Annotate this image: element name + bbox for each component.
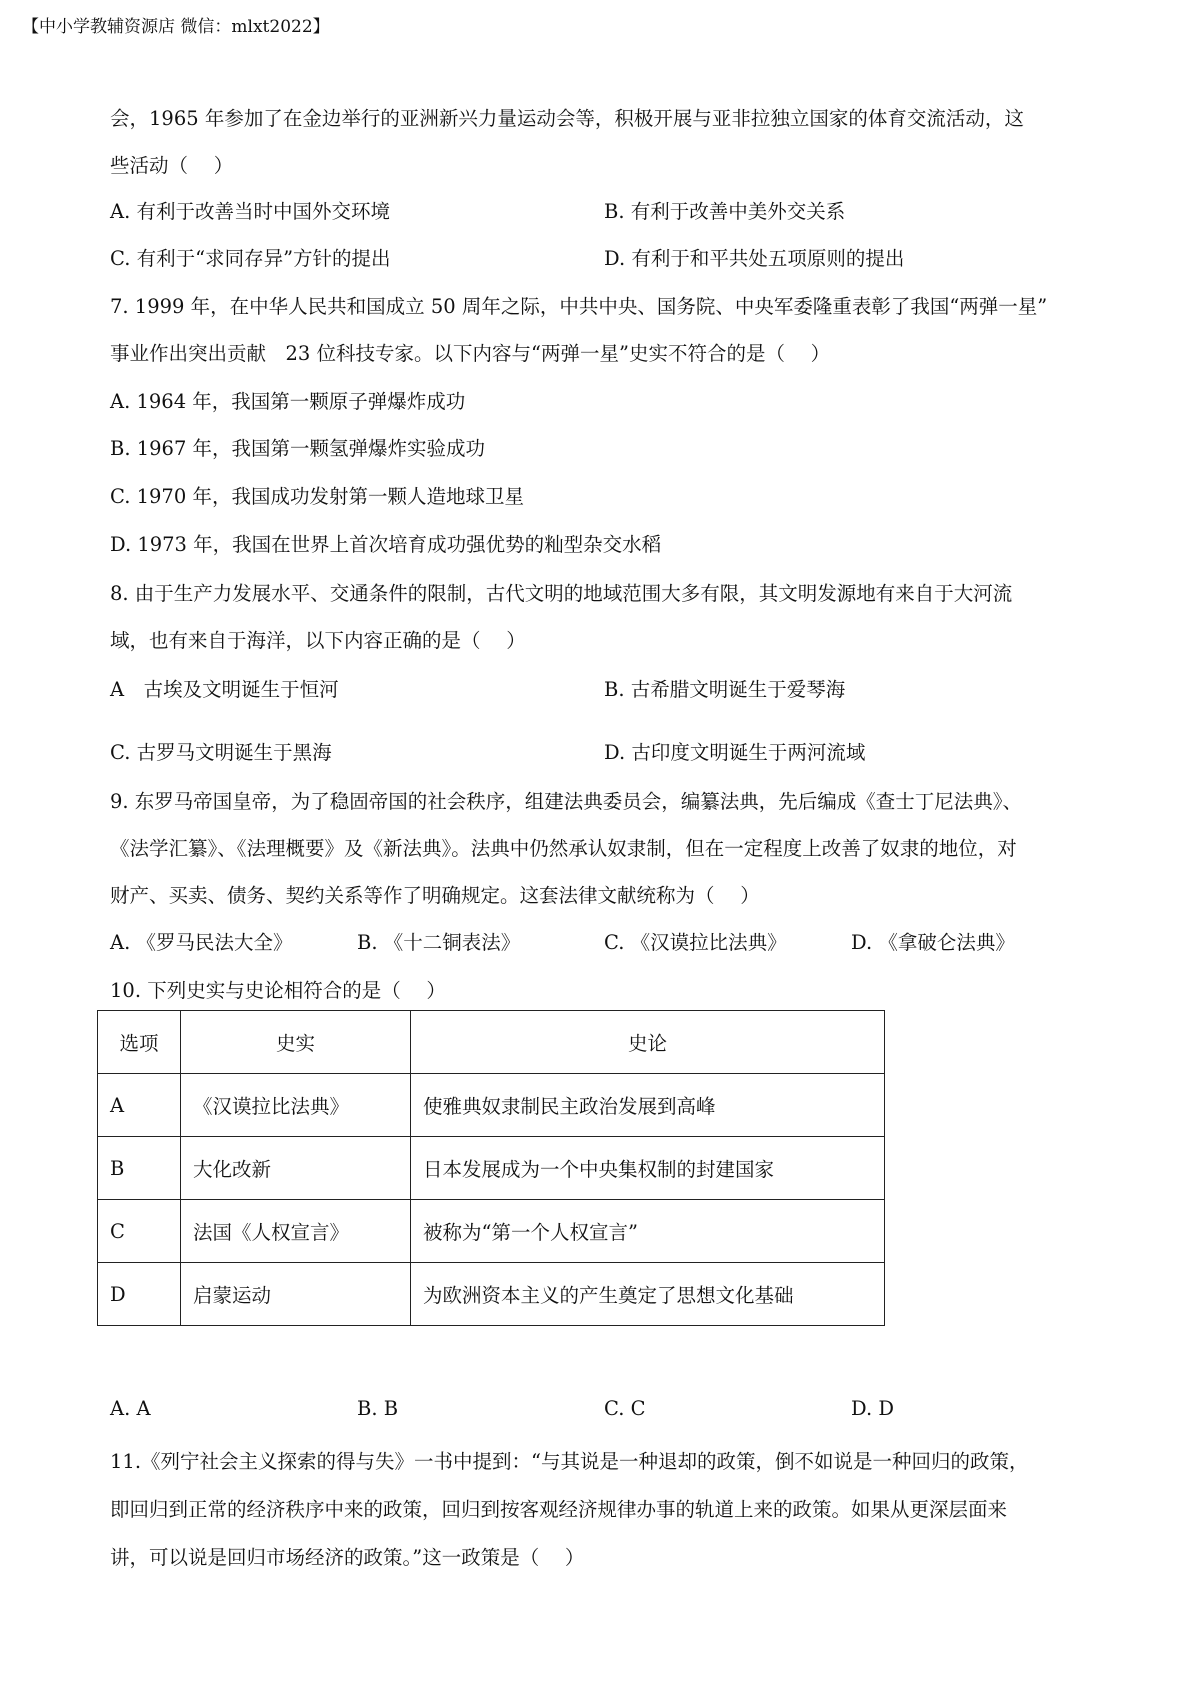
table-cell-option: C	[98, 1200, 181, 1263]
q11-stem-line1: 11.《列宁社会主义探索的得与失》一书中提到：“与其说是一种退却的政策，倒不如说是一种回归的政策，	[110, 1450, 1029, 1473]
q6-option-d: D. 有利于和平共处五项原则的提出	[604, 247, 905, 270]
q10-history-table	[97, 1010, 885, 1326]
q10-stem: 10. 下列史实与史论相符合的是（ ）	[110, 979, 446, 1002]
q9-option-a: A. 《罗马民法大全》	[110, 931, 293, 954]
table-cell-fact: 法国《人权宣言》	[181, 1200, 411, 1263]
table-row	[98, 1137, 885, 1200]
q8-stem-line1: 8. 由于生产力发展水平、交通条件的限制，古代文明的地域范围大多有限，其文明发源地有来自于大河流	[110, 582, 1013, 605]
table-header-argument: 史论	[411, 1011, 885, 1074]
q6-stem-line1: 会，1965 年参加了在金边举行的亚洲新兴力量运动会等，积极开展与亚非拉独立国家的体育交流活动，这	[110, 107, 1024, 130]
table-row	[98, 1074, 885, 1137]
q9-option-b: B. 《十二铜表法》	[357, 931, 521, 954]
q8-option-c: C. 古罗马文明诞生于黑海	[110, 741, 332, 764]
q11-stem-line2: 即回归到正常的经济秩序中来的政策，回归到按客观经济规律办事的轨道上来的政策。如果从更深层面来	[110, 1498, 1008, 1521]
q7-option-b: B. 1967 年，我国第一颗氢弹爆炸实验成功	[110, 437, 486, 460]
q9-option-d: D. 《拿破仑法典》	[851, 931, 1015, 954]
table-cell-option: D	[98, 1263, 181, 1326]
q10-option-c: C. C	[604, 1397, 646, 1420]
q8-option-a: A 古埃及文明诞生于恒河	[110, 678, 339, 701]
page-header: 【中小学教辅资源店 微信：mlxt2022】	[22, 17, 330, 37]
q8-stem-line2: 域，也有来自于海洋，以下内容正确的是（ ）	[110, 629, 526, 652]
q6-option-b: B. 有利于改善中美外交关系	[604, 200, 846, 223]
table-header-row	[98, 1011, 885, 1074]
q6-option-a: A. 有利于改善当时中国外交环境	[110, 200, 390, 223]
table-cell-fact: 启蒙运动	[181, 1263, 411, 1326]
q9-stem-line2: 《法学汇纂》、《法理概要》及《新法典》。法典中仍然承认奴隶制，但在一定程度上改善了奴隶的地位，对	[110, 837, 1017, 860]
q7-option-d: D. 1973 年，我国在世界上首次培育成功强优势的籼型杂交水稻	[110, 533, 662, 556]
q7-option-a: A. 1964 年，我国第一颗原子弹爆炸成功	[110, 390, 466, 413]
table-cell-option: B	[98, 1137, 181, 1200]
table-cell-argument: 被称为“第一个人权宣言”	[411, 1200, 885, 1263]
q9-option-c: C. 《汉谟拉比法典》	[604, 931, 787, 954]
table-header-fact: 史实	[181, 1011, 411, 1074]
table-cell-option: A	[98, 1074, 181, 1137]
q10-option-d: D. D	[851, 1397, 894, 1420]
table-cell-fact: 《汉谟拉比法典》	[181, 1074, 411, 1137]
q8-option-d: D. 古印度文明诞生于两河流域	[604, 741, 866, 764]
table-row	[98, 1263, 885, 1326]
table-cell-argument: 为欧洲资本主义的产生奠定了思想文化基础	[411, 1263, 885, 1326]
q6-stem-line2: 些活动（ ）	[110, 154, 234, 177]
q9-stem-line1: 9. 东罗马帝国皇帝，为了稳固帝国的社会秩序，组建法典委员会，编纂法典，先后编成《查士丁尼法典》、	[110, 790, 1023, 813]
table-cell-argument: 日本发展成为一个中央集权制的封建国家	[411, 1137, 885, 1200]
q8-option-b: B. 古希腊文明诞生于爱琴海	[604, 678, 846, 701]
q9-stem-line3: 财产、买卖、债务、契约关系等作了明确规定。这套法律文献统称为（ ）	[110, 884, 760, 907]
table-cell-fact: 大化改新	[181, 1137, 411, 1200]
q7-stem-line1: 7. 1999 年，在中华人民共和国成立 50 周年之际，中共中央、国务院、中央军委隆重表彰了我国“两弹一星”	[110, 295, 1048, 318]
q11-stem-line3: 讲，可以说是回归市场经济的政策。”这一政策是（ ）	[110, 1546, 585, 1569]
q7-stem-line2: 事业作出突出贡献 23 位科技专家。以下内容与“两弹一星”史实不符合的是（ ）	[110, 342, 831, 365]
q10-option-b: B. B	[357, 1397, 399, 1420]
q7-option-c: C. 1970 年，我国成功发射第一颗人造地球卫星	[110, 485, 524, 508]
q6-option-c: C. 有利于“求同存异”方针的提出	[110, 247, 391, 270]
table-cell-argument: 使雅典奴隶制民主政治发展到高峰	[411, 1074, 885, 1137]
q10-option-a: A. A	[110, 1397, 151, 1420]
table-row	[98, 1200, 885, 1263]
table-header-option: 选项	[98, 1011, 181, 1074]
